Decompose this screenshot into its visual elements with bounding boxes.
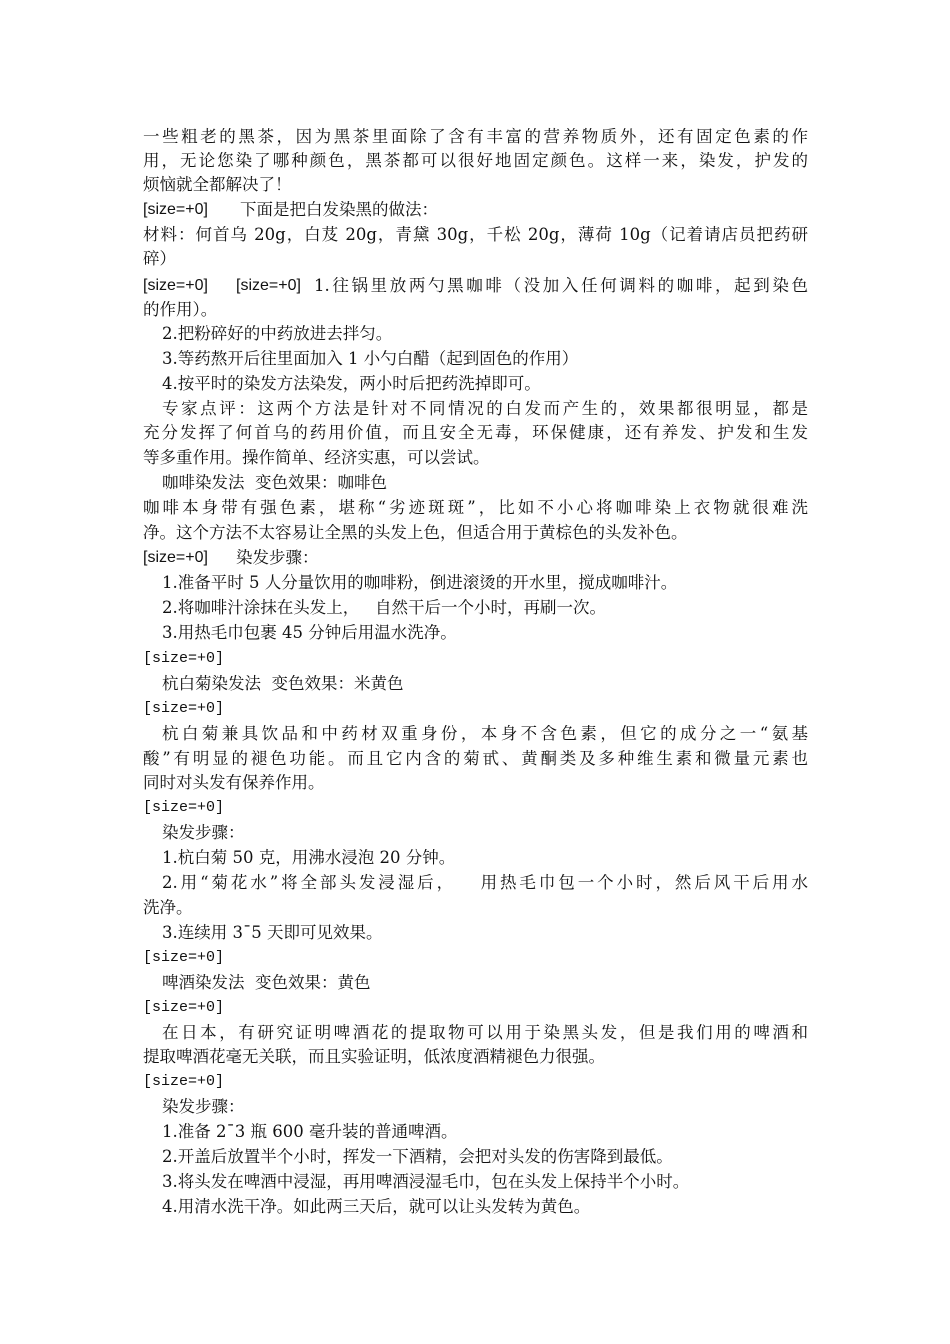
step-line: 4.用清水洗干净。如此两三天后，就可以让头发转为黄色。 bbox=[162, 1197, 591, 1216]
section-heading: 咖啡染发法 变色效果：咖啡色 bbox=[162, 473, 387, 492]
step-line: 1.杭白菊 50 克，用沸水浸泡 20 分钟。 bbox=[162, 848, 456, 867]
size-tag: [size=+0] bbox=[143, 650, 225, 667]
paragraph-line: 专家点评：这两个方法是针对不同情况的白发而产生的，效果都很明显，都是 bbox=[162, 399, 808, 418]
section-heading: 杭白菊染发法 变色效果：米黄色 bbox=[162, 674, 404, 693]
paragraph-line: 一些粗老的黑茶，因为黑茶里面除了含有丰富的营养物质外，还有固定色素的作 bbox=[143, 127, 808, 146]
section-heading: 染发步骤： bbox=[162, 823, 245, 842]
step-line: 3.等药熬开后往里面加入 1 小勺白醋（起到固色的作用） bbox=[162, 349, 579, 368]
size-tag: [size=+0] bbox=[143, 799, 225, 816]
paragraph-line: 烦恼就全都解决了！ bbox=[143, 175, 292, 194]
paragraph-line: 咖啡本身带有强色素，堪称“劣迹斑斑”，比如不小心将咖啡染上衣物就很难洗 bbox=[143, 498, 808, 517]
step-line: 1.往锅里放两勺黑咖啡（没加入任何调料的咖啡，起到染色 bbox=[314, 276, 808, 295]
paragraph-line: 杭白菊兼具饮品和中药材双重身份，本身不含色素，但它的成分之一“氨基 bbox=[162, 724, 808, 743]
section-heading: 啤酒染发法 变色效果：黄色 bbox=[162, 973, 371, 992]
size-tag: [size=+0] bbox=[143, 549, 208, 566]
paragraph-line: 酸”有明显的褪色功能。而且它内含的菊甙、黄酮类及多种维生素和微量元素也 bbox=[143, 749, 808, 768]
step-line: 4.按平时的染发方法染发，两小时后把药洗掉即可。 bbox=[162, 374, 541, 393]
step-line: 3.用热毛巾包裹 45 分钟后用温水洗净。 bbox=[162, 623, 457, 642]
section-heading: 染发步骤： bbox=[162, 1097, 245, 1116]
step-line: 1.准备 2¯3 瓶 600 毫升装的普通啤酒。 bbox=[162, 1122, 458, 1141]
size-tag: [size=+0] bbox=[143, 201, 208, 218]
step-line: 3.将头发在啤酒中浸湿，再用啤酒浸湿毛巾，包在头发上保持半个小时。 bbox=[162, 1172, 690, 1191]
step-line: 3.连续用 3¯5 天即可见效果。 bbox=[162, 923, 383, 942]
paragraph-line: 同时对头发有保养作用。 bbox=[143, 773, 325, 792]
size-tag: [size=+0] bbox=[143, 1073, 225, 1090]
paragraph-line: 的作用）。 bbox=[143, 300, 218, 319]
size-tag: [size=+0] bbox=[143, 277, 208, 294]
paragraph-line: 用，无论您染了哪种颜色，黑茶都可以很好地固定颜色。这样一来，染发，护发的 bbox=[143, 151, 808, 170]
step-line: 2.将咖啡汁涂抹在头发上， 自然干后一个小时，再刷一次。 bbox=[162, 598, 606, 617]
paragraph-line: 在日本，有研究证明啤酒花的提取物可以用于染黑头发，但是我们用的啤酒和 bbox=[162, 1023, 808, 1042]
paragraph-line: 提取啤酒花毫无关联，而且实验证明，低浓度酒精褪色力很强。 bbox=[143, 1047, 605, 1066]
size-tag: [size=+0] bbox=[143, 700, 225, 717]
section-heading: 下面是把白发染黑的做法： bbox=[240, 200, 438, 219]
paragraph-line: 净。这个方法不太容易让全黑的头发上色，但适合用于黄棕色的头发补色。 bbox=[143, 523, 688, 542]
step-line: 2.把粉碎好的中药放进去拌匀。 bbox=[162, 324, 393, 343]
size-tag: [size=+0] bbox=[143, 949, 225, 966]
size-tag: [size=+0] bbox=[236, 277, 301, 294]
step-line: 1.准备平时 5 人分量饮用的咖啡粉，倒进滚烫的开水里，搅成咖啡汁。 bbox=[162, 573, 678, 592]
step-line: 2.用“菊花水”将全部头发浸湿后， 用热毛巾包一个小时，然后风干后用水 bbox=[162, 873, 808, 892]
step-line: 2.开盖后放置半个小时，挥发一下酒精，会把对头发的伤害降到最低。 bbox=[162, 1147, 673, 1166]
section-heading: 染发步骤： bbox=[236, 548, 319, 567]
paragraph-line: 碎） bbox=[143, 249, 176, 268]
paragraph-line: 充分发挥了何首乌的药用价值，而且安全无毒，环保健康，还有养发、护发和生发 bbox=[143, 423, 808, 442]
size-tag: [size=+0] bbox=[143, 999, 225, 1016]
paragraph-line: 等多重作用。操作简单、经济实惠，可以尝试。 bbox=[143, 448, 490, 467]
ingredients-line: 材料：何首乌 20g，白芨 20g，青黛 30g，千松 20g，薄荷 10g（记着请店员把药研 bbox=[143, 225, 808, 244]
step-line: 洗净。 bbox=[143, 898, 193, 917]
